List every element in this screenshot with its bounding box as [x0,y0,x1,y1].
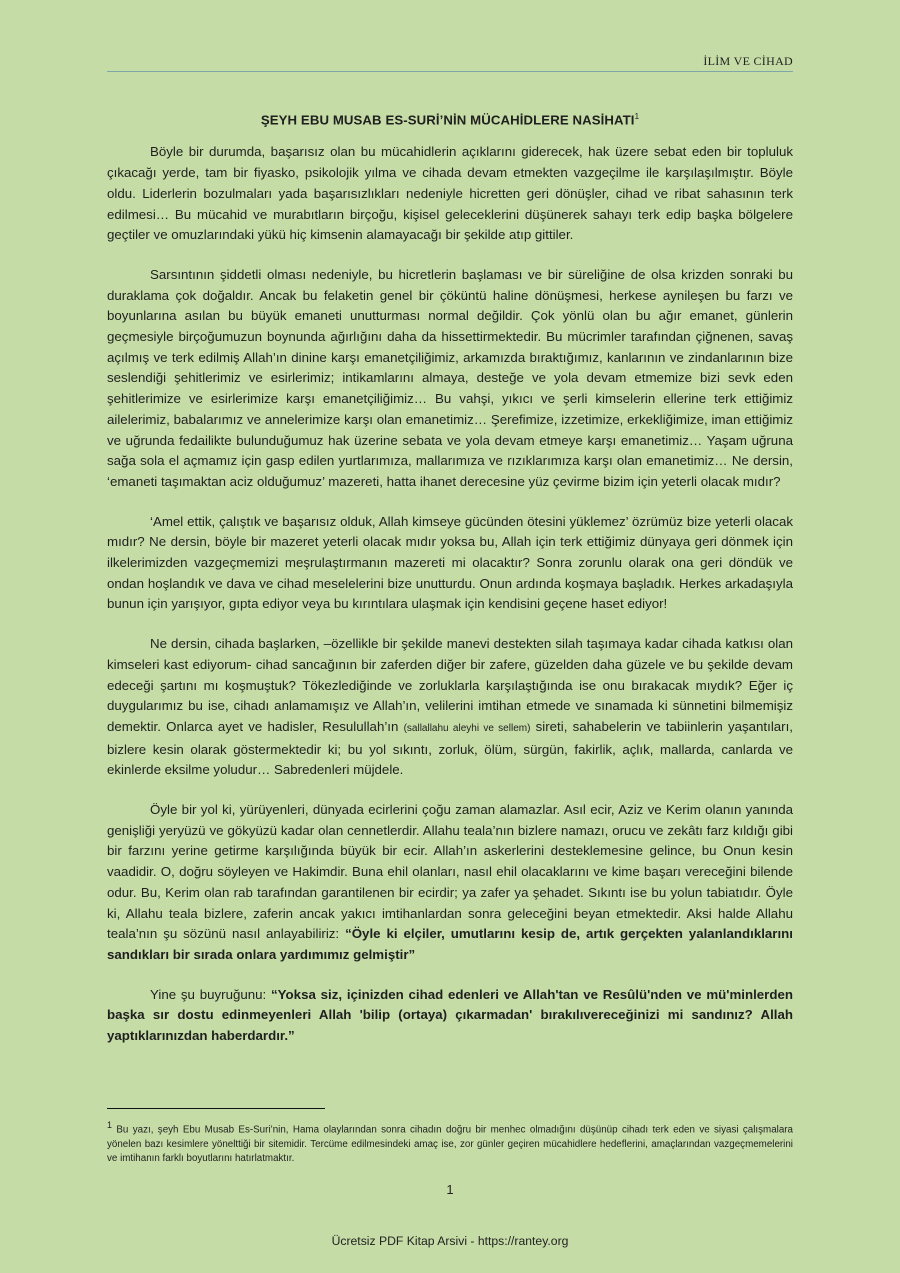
salawat-inline: (sallallahu aleyhi ve sellem) [403,722,531,734]
paragraph-1: Böyle bir durumda, başarısız olan bu mücahidlerin açıklarını giderecek, hak üzere sebat eden bir topluluk çıkacağı yerde, tam bir fiyasko, psikolojik yılma ve cihada devam etmekten vazgeçilme ile karşılaşılmıştır. Böyle oldu. Liderlerin bozulmaları yada başarısızlıkları nedeniyle hicretten geri dönüşler, cihad ve ribat sahasının terk edilmesi… Bu mücahid ve murabıtların birçoğu, kişisel geleceklerini düşünerek sahayı terk edip başka bölgelere geçtiler ve omuzlarındaki yükü hiç kimsenin alamayacağı bir şekilde atıp gittiler. [107,144,793,243]
footnote [107,1118,793,1167]
document-title [107,112,793,127]
paragraph-5-text: Öyle bir yol ki, yürüyenleri, dünyada ecirlerini çoğu zaman alamazlar. Asıl ecir, Aziz ve Kerim olanın yanında genişliği yeryüzü ve gökyüzü kadar olan cennetlerdir. Allahu teala’nın bizlere namazı, orucu ve zekâtı farz kıldığı gibi bir farzını yerine getirme karşılığında büyük bir ecir. Allah’ın askerlerini desteklemesine gelince, bu Onun kesin vaadidir. O, doğru söyleyen ve Hakimdir. Buna ehil olanları, nasıl ehil olacaklarını ve kime başarı vereceğini bilende odur. Bu, Kerim olan rab tarafından garantilenen bir ecirdir; ya zafer ya şehadet. Sıkıntı ise bu yolun tabiatıdır. Öyle ki, Allahu teala bizlere, zaferin ancak yakıcı imtihanlardan sonra geleceğini beyan etmektedir. Aksi halde Allahu teala’nın şu sözünü nasıl anlayabiliriz: [107,802,793,942]
paragraph-6-text: Yine şu buyruğunu: [150,986,272,1002]
paragraph-2: Sarsıntının şiddetli olması nedeniyle, bu hicretlerin başlaması ve bir süreliğine de olsa krizden sonraki bu duraklama çok doğaldır. Ancak bu felaketin genel bir çöküntü haline dönüşmesi, herkese aynileşen bu farzı ve boyunlarına asılan bu büyük emaneti unutturması normal değildir. Çok yönlü olan bu ağır emanet, günlerin geçmesiyle birçoğumuzun boynunda ağırlığını daha da hissettirmektedir. Bu mücrimler tarafından çiğnenen, savaş açılmış ve terk edilmiş Allah’ın dinine karşı emanetçiliğimiz, arkamızda bıraktığımız, kanlarının ve zindanlarının bize seslendiği şehitlerimiz ve esirlerimiz; intikamlarını almaya, desteğe ve yola devam etmemize bizi sevk eden şehitlerimize ve esirlerimize karşı emanetçiliğimiz… Bu vahşi, yıkıcı ve şerli kimselerin ellerine terk ettiğimiz ailelerimiz, babalarımız ve annelerimize karşı olan emanetimiz… Şerefimize, izzetimize, erkekliğimize, iman ettiğimiz ve uğrunda fedailikte bulunduğumuz hak üzerine sebata ve yola devam etmeye karşı emanetimiz… Yaşam uğruna sağa sola el açmamız için gasp edilen yurtlarımıza, mallarımıza ve rızıklarımıza karşı olan emanetimiz… Ne dersin, ‘emaneti taşımaktan aciz olduğumuz’ mazereti, hatta ihanet derecesine yüz çevirme bizim için yeterli olacak mıdır? [107,266,793,489]
footnote-reference[interactable]: 1 [634,112,640,121]
paragraph-4 [107,634,793,781]
footer-link-text[interactable]: Ücretsiz PDF Kitap Arsivi - https://rantey.org [331,1234,569,1248]
paragraph-4-text-after: sireti, sahabelerin ve tabiinlerin yaşantıları, bizlere kesin olarak göstermektedir ki; bu yol sıkıntı, zorluk, ölüm, sürgün, fakirlik, açlık, mallarda, canlarda ve ekinlerde eksilme yoludur… Sabredenleri müjdele. [107,718,793,778]
footnote-divider [107,1108,325,1109]
footnote-text: Bu yazı, şeyh Ebu Musab Es-Suri’nin, Hama olaylarından sonra cihadın doğru bir menhec olmadığını düşünüp cihadı terk eden ve siyasi çalışmalara yönelen bazı kesimlere yönelttiği bir sitemidir. Tercüme edilmesindeki amaç ise, zor günler geçiren mücahidlere hedeflerini, amaçlarından vazgeçmemelerini ve imtihanın farklı boyutlarını hatırlatmaktır. [107,1124,793,1165]
paragraph-5 [107,800,793,966]
document-title-text: ŞEYH EBU MUSAB ES-SURİ’NİN MÜCAHİDLERE NASİHATI [260,112,635,128]
paragraph-3: ‘Amel ettik, çalıştık ve başarısız olduk, Allah kimseye gücünden ötesini yüklemez’ özrümüz bize yeterli olacak mıdır? Ne dersin, böyle bir mazeret yeterli olacak mıdır yoksa bu, Allah için terk ettiğimiz dünyaya geri dönmek için ilkelerimizden vazgeçmemizi meşrulaştırmanın mazereti mi olacaktır? Sonra zorunlu olarak ona geri döndük ve ondan hoşlandık ve dava ve cihad meselelerini bize unutturdu. Onun ardında koşmaya başladık. Herkes arkadaşıyla bunun için yarışıyor, gıpta ediyor veya bu kırıntılara ulaşmak için kendisini geçene haset ediyor! [107,513,793,612]
paragraph-6-quote: “Yoksa siz, içinizden cihad edenleri ve Allah'tan ve Resûlü'nden ve mü'minlerden başka sır dostu edinmeyenleri Allah 'bilip (ortaya) çıkarmadan' bırakılıvereceğinizi mi sandınız? Allah yaptıklarınızdan haberdardır.” [107,986,793,1044]
footnote-number: 1 [107,1120,113,1130]
paragraph-5-quote: “Öyle ki elçiler, umutlarını kesip de, artık gerçekten yalanlandıklarını sandıkları bir sırada onlara yardımımız gelmiştir” [107,926,793,962]
paragraph-4-text-before: Ne dersin, cihada başlarken, –özellikle bir şekilde manevi destekten silah taşımaya kadar cihada katkısı olan kimseleri kast ediyorum- cihad sancağının bir zaferden diğer bir zafere, güzelden daha güzele ve bu şekilde devam edeceği şartını mı koşmuştuk? Tökezlediğinde ve zorluklarla karşılaştığında ise onu bırakacak mıydık? Eğer iç duygularımız bu ise, cihadı anlamamışız ve Allah’ın, velilerini imtihan etmede ve sınamada ki sünnetini bilmemişiz demektir. Onlarca ayet ve hadisler, Resulullah’ın [107,636,793,734]
running-header: İLİM VE CİHAD [703,54,793,68]
document-body [107,112,793,1066]
header-divider [107,71,793,72]
page-number: 1 [446,1182,454,1197]
paragraph-6 [107,985,793,1047]
